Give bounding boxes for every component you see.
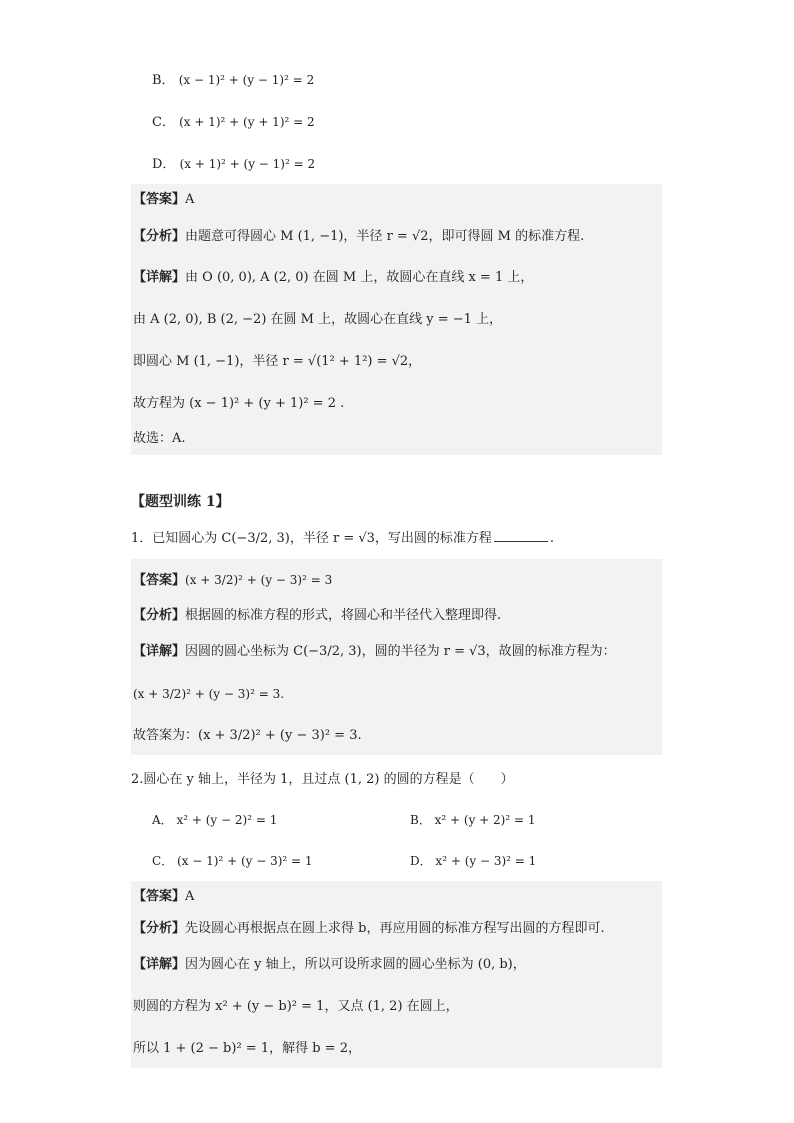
detail-line-3: 故答案为：(x + 3/2)² + (y − 3)² = 3. [133,728,362,743]
detail-line-1 [133,642,616,662]
section-heading: 【题型训练 1】 [131,494,230,510]
option-b: B． x² + (y + 2)² = 1 [410,813,536,827]
detail-line-2: 由 A (2, 0), B (2, −2) 在圆 M 上，故圆心在直线 y = −1 上， [133,312,503,327]
answer-value: A [185,889,195,904]
option-expr: (x + 1)² + (y − 1)² = 2 [179,157,316,171]
question-2-stem: 2.圆心在 y 轴上，半径为 1，且过点 (1, 2) 的圆的方程是（ ） [131,772,514,787]
option-a: A． x² + (y − 2)² = 1 [152,813,278,827]
detail-key: 【详解】 [133,957,186,972]
answer-blank [494,529,548,542]
answer-line [133,887,194,907]
option-expr: (x − 1)² + (y − 1)² = 2 [178,73,315,87]
question-1 [131,529,554,549]
analysis-key: 【分析】 [133,229,186,244]
analysis-line [133,227,584,247]
detail-text: 由 O (0, 0), A (2, 0) 在圆 M 上，故圆心在直线 x = 1 上， [185,270,534,285]
option-letter: D． [152,157,176,172]
option-c: C． (x − 1)² + (y − 3)² = 1 [152,854,313,868]
option-c [152,112,315,133]
option-b [152,70,314,91]
option-letter: C． [152,115,175,130]
detail-text: 因为圆心在 y 轴上，所以可设所求圆的圆心坐标为 (0, b)， [185,957,526,972]
answer-line [133,570,332,591]
analysis-text: 先设圆心再根据点在圆上求得 b，再应用圆的标准方程写出圆的方程即可. [185,921,605,936]
analysis-line [133,919,605,939]
answer-key: 【答案】 [133,889,186,904]
detail-line-5: 故选：A. [133,431,186,446]
option-letter: B． [152,73,175,88]
analysis-key: 【分析】 [133,608,186,623]
option-d [152,154,315,175]
answer-value: (x + 3/2)² + (y − 3)² = 3 [185,573,333,587]
question-1-text: 1．已知圆心为 C(−3/2, 3)，半径 r = √3，写出圆的标准方程 [131,531,492,546]
detail-text: 因圆的圆心坐标为 C(−3/2, 3)，圆的半径为 r = √3，故圆的标准方程为： [185,644,616,659]
detail-line-1 [133,955,526,975]
analysis-line [133,606,501,626]
detail-key: 【详解】 [133,270,186,285]
detail-key: 【详解】 [133,644,186,659]
detail-line-1 [133,268,533,288]
detail-line-2: (x + 3/2)² + (y − 3)² = 3. [133,687,285,701]
answer-key: 【答案】 [133,192,186,207]
answer-value: A [185,192,195,207]
detail-line-3: 所以 1 + (2 − b)² = 1，解得 b = 2， [133,1041,361,1056]
option-expr: (x + 1)² + (y + 1)² = 2 [179,115,315,129]
detail-line-2: 则圆的方程为 x² + (y − b)² = 1，又点 (1, 2) 在圆上， [133,999,459,1014]
detail-line-3: 即圆心 M (1, −1)，半径 r = √(1² + 1²) = √2， [133,354,422,369]
analysis-key: 【分析】 [133,921,186,936]
detail-line-4: 故方程为 (x − 1)² + (y + 1)² = 2 . [133,396,345,411]
option-d: D． x² + (y − 3)² = 1 [410,854,537,868]
answer-key: 【答案】 [133,573,186,588]
question-1-suffix: . [549,531,555,546]
analysis-text: 由题意可得圆心 M (1, −1)，半径 r = √2，即可得圆 M 的标准方程. [185,229,585,244]
analysis-text: 根据圆的标准方程的形式，将圆心和半径代入整理即得. [185,608,502,623]
answer-line [133,190,194,210]
